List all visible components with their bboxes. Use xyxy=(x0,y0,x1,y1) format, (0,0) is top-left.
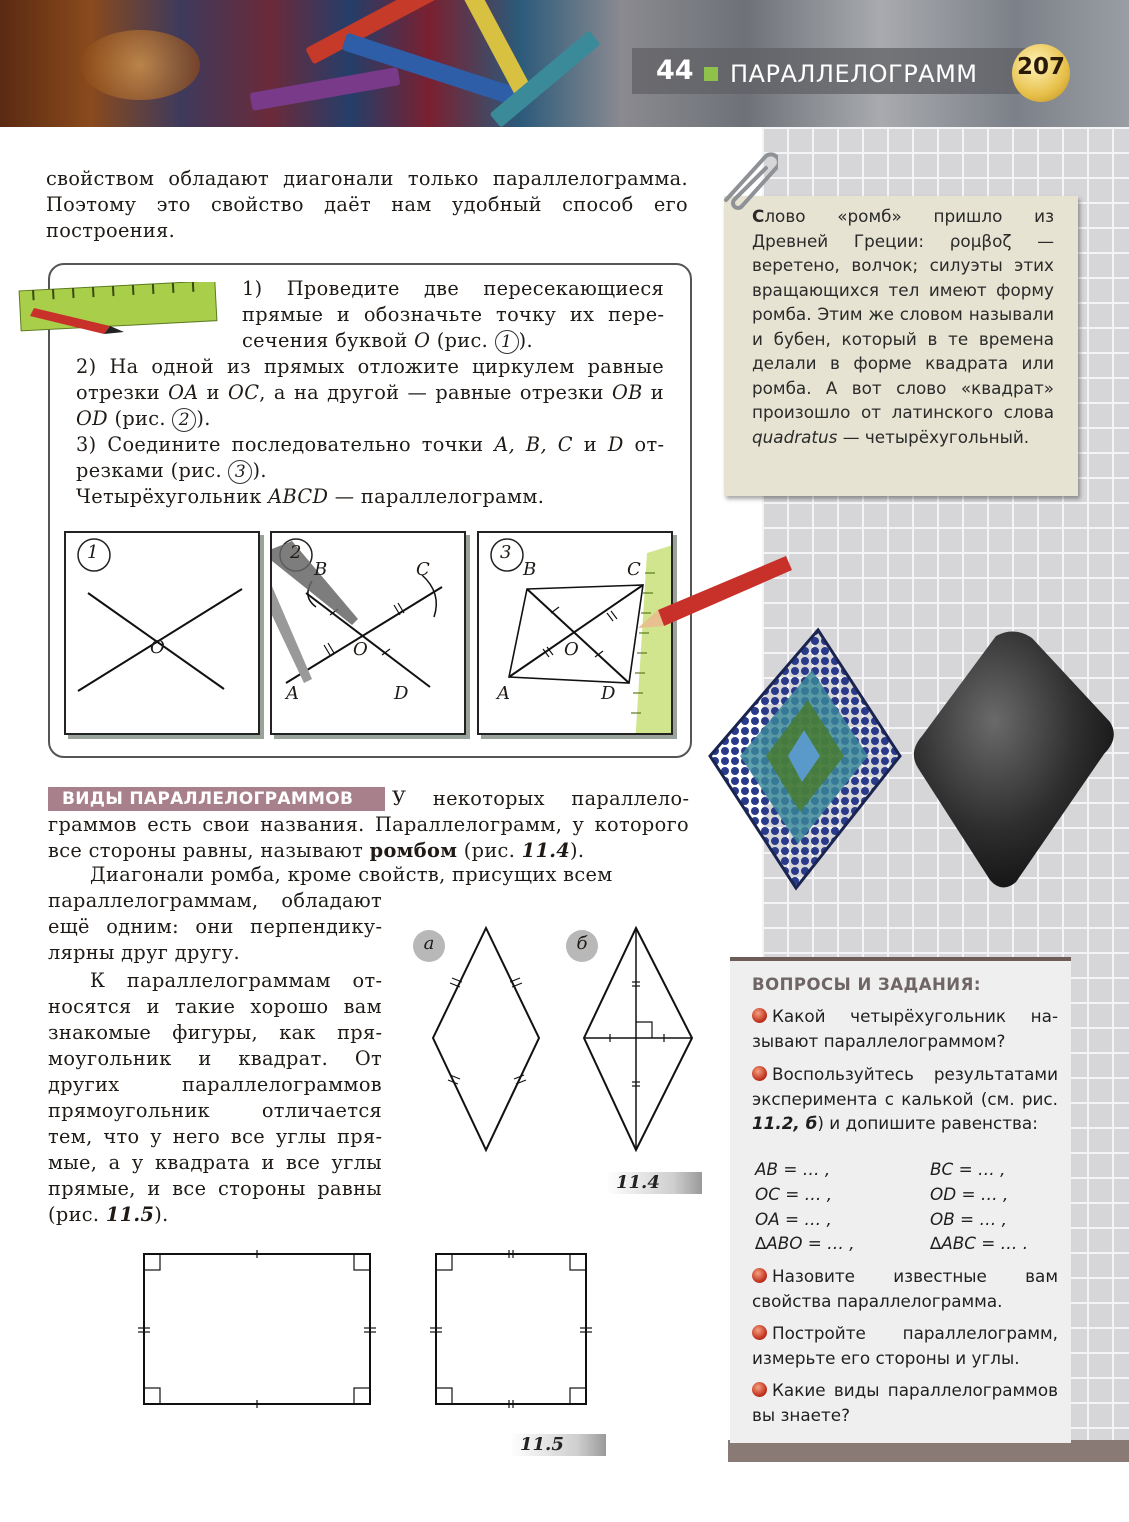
point-O-label: O xyxy=(564,639,579,660)
panel-1-number: 1 xyxy=(87,542,99,563)
fig-b-label: б xyxy=(576,933,588,954)
figure-11-5-caption: 11.5 xyxy=(510,1434,606,1456)
point-C-label: C xyxy=(627,559,641,580)
section-paragraph-2: параллелограммам, обладают ещё одним: они перпендикулярны друг другу. xyxy=(48,889,382,964)
step-2: 2) На одной из прямых отложите циркулем равные отрезки OA и OC, а на другой — равные отрезки OB и OD (рис. 2 ). xyxy=(76,355,664,430)
panel-3-number: 3 xyxy=(500,542,512,563)
chapter-marker-icon xyxy=(704,67,718,81)
panel-2-drawing xyxy=(272,533,464,733)
bullet-icon xyxy=(752,1066,767,1081)
equality-abo: ∆ABO = … , xyxy=(755,1233,855,1253)
section-label: ВИДЫ ПАРАЛЛЕЛОГРАММОВ xyxy=(48,787,385,811)
bullet-icon xyxy=(752,1325,767,1340)
section-paragraph-1: У некоторых параллелограммов есть свои названия. Параллелограмм, у которого все стороны равны, называют ромбом (рис. 11.4). xyxy=(48,787,689,862)
question-3: Назовите известные вам свойства параллелограмма. xyxy=(752,1266,1058,1311)
step-3: 3) Соедините последовательно точки A, B, C и D отрезками (рис. 3 ). xyxy=(76,433,664,482)
section-paragraph-3: К параллелограммам относятся и такие хорошо вам знакомые фигуры, как прямоугольник и квадрат. От других параллелограммов прямоугольник отличается тем, что у него все углы прямые, а у квадрата и все углы прямые, и все стороны равны (рис. 11.5). xyxy=(48,969,382,1226)
stone-rhombus-photo xyxy=(904,626,1124,896)
note-lead-letter: С xyxy=(752,206,765,226)
question-5: Какие виды параллелограммов вы знаете? xyxy=(752,1380,1058,1425)
equality-oc: OC = … , xyxy=(755,1184,833,1204)
point-A-label: A xyxy=(286,683,299,704)
equality-od: OD = … , xyxy=(930,1184,1009,1204)
construction-panel-2 xyxy=(270,531,466,735)
step-result: Четырёхугольник ABCD — параллелограмм. xyxy=(76,485,545,508)
equality-ab: AB = … , xyxy=(755,1159,831,1179)
panel-1-drawing xyxy=(66,533,258,733)
bullet-icon xyxy=(752,1268,767,1283)
equality-bc: BC = … , xyxy=(930,1159,1006,1179)
beaded-rhombus-photo xyxy=(700,626,910,896)
decor-stick xyxy=(250,67,401,111)
equality-ob: OB = … , xyxy=(930,1209,1007,1229)
point-O-label: O xyxy=(150,637,165,658)
note-latin-word: quadratus xyxy=(752,426,838,447)
construction-panel-1 xyxy=(64,531,260,735)
step-1: 1) Проведите две пересекающиеся прямые и обозначьте точку их пересечения буквой O (рис. 1 ). xyxy=(242,277,664,352)
fig-ref-circle: 1 xyxy=(495,330,519,354)
question-2: Воспользуйтесь результатами эксперимента с калькой (см. рис. 11.2, б) и допишите равенства: xyxy=(752,1064,1058,1133)
note-body: лово «ромб» пришло из Древней Греции: ρομβοζ — веретено, волчок; силуэты этих вращающихся тел имеют форму ромба. Этим же словом называли и бубен, который в те времена делали в форме квадрата или ромба. А вот слово «квадрат» произошло от латинского слова xyxy=(752,206,1054,422)
question-1: Какой четырёхугольник называют параллелограммом? xyxy=(752,1006,1058,1051)
construction-steps xyxy=(76,276,664,510)
bullet-icon xyxy=(752,1008,767,1023)
note-tail: — четырёхугольный. xyxy=(837,426,1030,447)
question-4: Постройте параллелограмм, измерьте его стороны и углы. xyxy=(752,1323,1058,1368)
equality-oa: OA = … , xyxy=(755,1209,832,1229)
equality-abc: ∆ABC = … . xyxy=(930,1233,1029,1253)
point-C-label: C xyxy=(416,559,430,580)
bullet-icon xyxy=(752,1382,767,1397)
panel-2-number: 2 xyxy=(290,542,302,563)
point-B-label: B xyxy=(523,559,537,580)
figure-11-4-caption: 11.4 xyxy=(606,1172,702,1194)
grid-footer-strip xyxy=(728,1440,1129,1462)
questions-title: ВОПРОСЫ И ЗАДАНИЯ: xyxy=(752,975,981,994)
point-A-label: A xyxy=(497,683,510,704)
point-O-label: O xyxy=(353,639,368,660)
point-D-label: D xyxy=(394,683,409,704)
section-paragraph-2-line: Диагонали ромба, кроме свойств, присущих всем xyxy=(90,863,613,886)
point-D-label: D xyxy=(601,683,616,704)
decor-blob xyxy=(80,30,200,100)
etymology-note-text xyxy=(752,204,1054,449)
fig-a-label: а xyxy=(423,933,435,954)
chapter-title: ПАРАЛЛЕЛОГРАММ xyxy=(730,60,978,88)
chapter-number: 44 xyxy=(656,55,694,86)
rectangle-square-figures xyxy=(130,1250,610,1420)
fig-ref-circle: 3 xyxy=(228,460,252,484)
point-B-label: B xyxy=(314,559,328,580)
red-pencil-icon xyxy=(634,548,794,638)
page-number: 207 xyxy=(1016,54,1065,80)
rhombus-figures xyxy=(420,920,710,1160)
fig-ref-circle: 2 xyxy=(172,408,196,432)
intro-paragraph: свойством обладают диагонали только параллелограмма. Поэтому это свойство даёт нам удобный способ его построения. xyxy=(46,167,688,242)
paperclip-icon xyxy=(708,142,778,212)
